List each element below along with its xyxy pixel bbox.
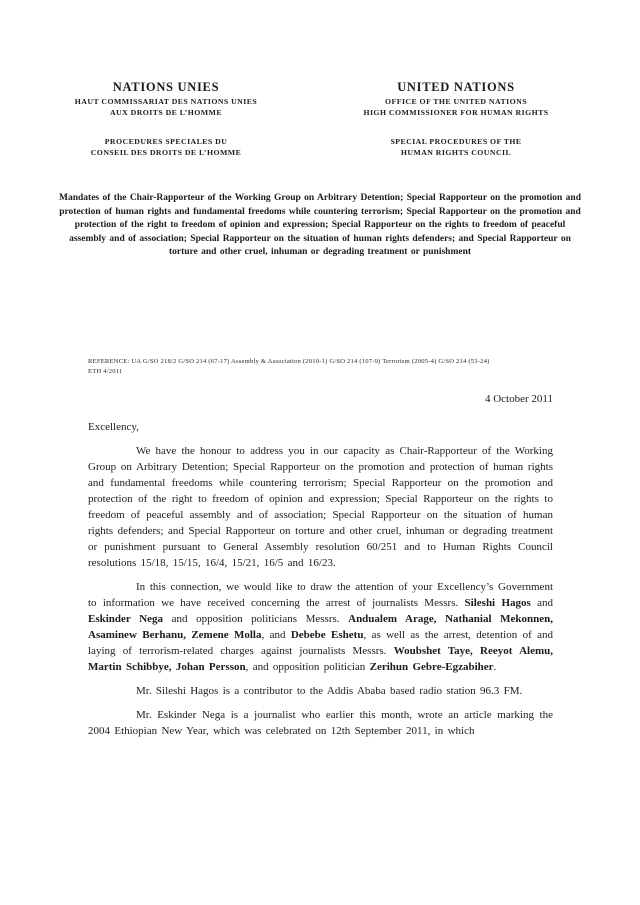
letterhead-english bbox=[316, 80, 596, 158]
person-name: Andualem Arage, Nathanial Mekonnen, Asaminew Berhanu, Zemene Molla bbox=[88, 613, 554, 641]
text-segment: , as well as the arrest, detention of and laying of terrorism-related charges against journalists Messrs. bbox=[88, 629, 553, 657]
text-segment: In this connection, we would like to draw the attention of your Excellency’s Government to information we have received concerning the arrest of journalists Messrs. bbox=[88, 581, 553, 609]
salutation: Excellency, bbox=[88, 421, 139, 433]
body-paragraph-3: Mr. Sileshi Hagos is a contributor to the Addis Ababa based radio station 96.3 FM. bbox=[136, 685, 523, 697]
reference-line1: REFERENCE: UA G/SO 218/2 G/SO 214 (67-17) Assembly & Association (2010-1) G/SO 214 (107-9) Terrorism (2005-4) G/SO 214 (53-24) bbox=[88, 358, 490, 365]
letterhead-french bbox=[28, 80, 304, 158]
person-name: Zerihun Gebre-Egzabiher bbox=[369, 661, 494, 673]
person-name: Debebe Eshetu bbox=[290, 629, 364, 641]
letter-body bbox=[88, 391, 553, 739]
letterhead-subtitle-french-line1: HAUT COMMISSARIAT DES NATIONS UNIES bbox=[74, 97, 258, 106]
person-name: Woubshet Taye, Reeyot Alemu, Martin Schibbye, Johan Persson bbox=[88, 645, 553, 673]
reference-block bbox=[88, 357, 553, 376]
person-name: Sileshi Hagos bbox=[464, 597, 531, 609]
letterhead-section-french-line1: PROCEDURES SPECIALES DU bbox=[104, 137, 228, 146]
letterhead-subtitle-french-line2: AUX DROITS DE L’HOMME bbox=[109, 108, 223, 117]
letterhead-section-english-line1: SPECIAL PROCEDURES OF THE bbox=[390, 137, 522, 146]
body-paragraph-2 bbox=[88, 579, 553, 675]
text-segment: . bbox=[493, 661, 497, 673]
letterhead-subtitle-english-line2: HIGH COMMISSIONER FOR HUMAN RIGHTS bbox=[363, 108, 549, 117]
mandates-paragraph: Mandates of the Chair-Rapporteur of the Working Group on Arbitrary Detention; Special Rapporteur on the promotion and protection of human rights and fundamental freedoms while countering terrorism; Special Rapporteur on the promotion and protection of the right to freedom of opinion and expression; Special Rapporteur on the rights to freedom of peaceful assembly and of association; Special Rapporteur on the situation of human rights defenders; and Special Rapporteur on torture and other cruel, inhuman or degrading treatment or punishment bbox=[59, 193, 581, 257]
letterhead-subtitle-english-line1: OFFICE OF THE UNITED NATIONS bbox=[385, 97, 527, 106]
date: 4 October 2011 bbox=[484, 393, 553, 405]
letterhead-title-english: UNITED NATIONS bbox=[397, 80, 515, 94]
text-segment: , and opposition politician bbox=[245, 661, 370, 673]
reference-line2: ETH 4/2011 bbox=[88, 367, 123, 375]
letterhead-title-french: NATIONS UNIES bbox=[112, 80, 220, 94]
text-segment: , and bbox=[261, 629, 291, 641]
text-segment: and opposition politicians Messrs. bbox=[163, 613, 349, 625]
text-segment: and bbox=[530, 597, 553, 609]
person-name: Eskinder Nega bbox=[88, 613, 164, 625]
body-paragraph-4: Mr. Eskinder Nega is a journalist who earlier this month, wrote an article marking the 2004 Ethiopian New Year, which was celebrated on 12th September 2011, in which bbox=[88, 709, 553, 737]
letterhead-section-french-line2: CONSEIL DES DROITS DE L’HOMME bbox=[90, 148, 242, 157]
body-paragraph-1: We have the honour to address you in our capacity as Chair-Rapporteur of the Working Group on Arbitrary Detention; Special Rapporteur on the promotion and protection of human rights and fundamental freedoms while countering terrorism; Special Rapporteur on the promotion and protection of the right to freedom of opinion and expression; Special Rapporteur on the rights to freedom of peaceful assembly and of association; Special Rapporteur on the situation of human rights defenders; and Special Rapporteur on torture and other cruel, inhuman or degrading treatment or punishment pursuant to General Assembly resolution 60/251 and to Human Rights Council resolutions 15/18, 15/15, 16/4, 15/21, 16/5 and 16/23. bbox=[88, 445, 553, 569]
letterhead-section-english-line2: HUMAN RIGHTS COUNCIL bbox=[400, 148, 512, 157]
